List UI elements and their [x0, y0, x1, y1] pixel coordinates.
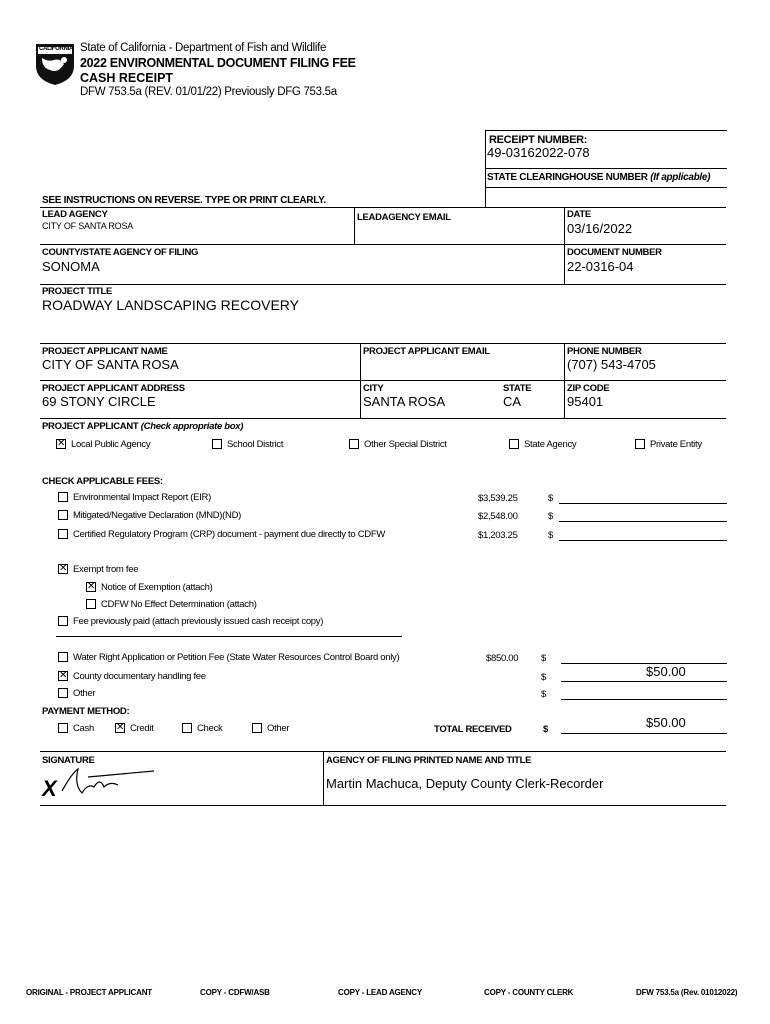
checkbox-checked-icon: ✕ — [59, 670, 68, 682]
footer-copy-county-clerk: COPY - COUNTY CLERK — [484, 988, 574, 997]
date-value: 03/16/2022 — [567, 221, 633, 236]
payment-check[interactable]: Check — [182, 723, 222, 734]
phone-label: PHONE NUMBER — [567, 346, 642, 357]
state-value: CA — [503, 394, 522, 409]
applicant-type-other-special-district[interactable]: Other Special District — [349, 439, 447, 450]
dollar-sign: $ — [548, 530, 553, 541]
fees-heading: CHECK APPLICABLE FEES: — [42, 476, 163, 487]
fee-crp-amount: $1,203.25 — [478, 530, 518, 541]
applicant-type-local-public-agency[interactable]: ✕ Local Public Agency — [57, 438, 151, 450]
applicant-name-value: CITY OF SANTA ROSA — [42, 357, 179, 372]
total-received-value: $50.00 — [646, 715, 686, 730]
county-fee-paid: $50.00 — [646, 664, 686, 679]
dollar-sign: $ — [541, 689, 546, 700]
department-name: State of California - Department of Fish and Wildlife — [80, 42, 327, 54]
dollar-sign: $ — [548, 493, 553, 504]
footer-original: ORIGINAL - PROJECT APPLICANT — [26, 988, 152, 997]
zip-label: ZIP CODE — [567, 383, 610, 394]
checkbox-icon — [58, 688, 68, 698]
city-value: SANTA ROSA — [363, 394, 446, 409]
payment-other[interactable]: Other — [252, 723, 289, 734]
form-subtitle: CASH RECEIPT — [80, 71, 174, 85]
fee-mnd-amount: $2,548.00 — [478, 511, 518, 522]
address-label: PROJECT APPLICANT ADDRESS — [42, 383, 185, 394]
lead-agency-email-label: LEADAGENCY EMAIL — [357, 212, 451, 223]
checkbox-icon — [635, 439, 645, 449]
footer-copy-cdfw: COPY - CDFW/ASB — [200, 988, 270, 997]
checkbox-icon — [86, 599, 96, 609]
lead-agency-value: CITY OF SANTA ROSA — [42, 221, 134, 231]
agency-name-label: AGENCY OF FILING PRINTED NAME AND TITLE — [326, 755, 532, 766]
checkbox-checked-icon: ✕ — [116, 722, 125, 734]
fee-previously-paid[interactable]: Fee previously paid (attach previously issued cash receipt copy) — [58, 616, 323, 627]
checkbox-checked-icon: ✕ — [59, 563, 68, 575]
address-value: 69 STONY CIRCLE — [42, 394, 156, 409]
checkbox-icon — [252, 723, 262, 733]
fee-eir[interactable]: Environmental Impact Report (EIR) — [58, 492, 211, 503]
document-number-value: 22-0316-04 — [567, 259, 634, 274]
fee-county-documentary[interactable]: ✕ County documentary handling fee — [59, 670, 206, 682]
fee-water-right[interactable]: Water Right Application or Petition Fee (State Water Resources Control Board only) — [58, 652, 399, 663]
signature-mark: X — [42, 776, 57, 801]
county-value: SONOMA — [42, 259, 100, 274]
zip-value: 95401 — [567, 394, 604, 409]
checkbox-icon — [212, 439, 222, 449]
receipt-number-label: RECEIPT NUMBER: — [489, 134, 588, 146]
checkbox-icon — [58, 529, 68, 539]
payment-cash[interactable]: Cash — [58, 723, 94, 734]
seal-text: CALIFORNIA — [39, 46, 73, 52]
state-label: STATE — [503, 383, 532, 394]
applicant-type-private-entity[interactable]: Private Entity — [635, 439, 702, 450]
lead-agency-label: LEAD AGENCY — [42, 209, 108, 220]
dollar-sign: $ — [543, 724, 548, 735]
dollar-sign: $ — [548, 511, 553, 522]
checkbox-icon — [58, 723, 68, 733]
form-id: DFW 753.5a (REV. 01/01/22) Previously DFG 753.5a — [80, 86, 337, 98]
applicant-email-label: PROJECT APPLICANT EMAIL — [363, 346, 490, 357]
checkbox-icon — [509, 439, 519, 449]
clearinghouse-label: STATE CLEARINGHOUSE NUMBER (If applicable) — [487, 172, 711, 183]
project-title-label: PROJECT TITLE — [42, 286, 112, 297]
instructions: SEE INSTRUCTIONS ON REVERSE. TYPE OR PRINT CLEARLY. — [42, 195, 326, 206]
fee-crp[interactable]: Certified Regulatory Program (CRP) document - payment due directly to CDFW — [58, 529, 385, 540]
receipt-number-value: 49-03162022-078 — [487, 145, 590, 160]
footer-copy-lead-agency: COPY - LEAD AGENCY — [338, 988, 422, 997]
applicant-name-label: PROJECT APPLICANT NAME — [42, 346, 168, 357]
dollar-sign: $ — [541, 672, 546, 683]
dollar-sign: $ — [541, 653, 546, 664]
fee-notice-of-exemption[interactable]: ✕ Notice of Exemption (attach) — [87, 581, 213, 593]
applicant-type-school-district[interactable]: School District — [212, 439, 283, 450]
checkbox-icon — [58, 510, 68, 520]
checkbox-icon — [58, 652, 68, 662]
county-label: COUNTY/STATE AGENCY OF FILING — [42, 247, 199, 258]
date-label: DATE — [567, 209, 591, 220]
checkbox-icon — [58, 492, 68, 502]
footer-form-id: DFW 753.5a (Rev. 01012022) — [636, 988, 738, 997]
checkbox-icon — [349, 439, 359, 449]
fee-other[interactable]: Other — [58, 688, 95, 699]
payment-credit[interactable]: ✕ Credit — [116, 722, 154, 734]
agency-name-value: Martin Machuca, Deputy County Clerk-Recorder — [326, 776, 604, 791]
signature-label: SIGNATURE — [42, 755, 95, 766]
signature-scribble — [58, 763, 158, 808]
fee-eir-amount: $3,539.25 — [478, 493, 518, 504]
project-title-value: ROADWAY LANDSCAPING RECOVERY — [42, 297, 299, 313]
checkbox-icon — [58, 616, 68, 626]
payment-method-label: PAYMENT METHOD: — [42, 706, 130, 717]
fee-exempt[interactable]: ✕ Exempt from fee — [59, 563, 139, 575]
fee-mnd[interactable]: Mitigated/Negative Declaration (MND)(ND) — [58, 510, 241, 521]
total-received-label: TOTAL RECEIVED — [434, 724, 512, 735]
applicant-type-label: PROJECT APPLICANT (Check appropriate box) — [42, 421, 244, 432]
state-seal-icon — [34, 40, 76, 86]
fee-water-amount: $850.00 — [486, 653, 519, 664]
checkbox-icon — [182, 723, 192, 733]
applicant-type-state-agency[interactable]: State Agency — [509, 439, 576, 450]
checkbox-checked-icon: ✕ — [57, 438, 66, 450]
phone-value: (707) 543-4705 — [567, 357, 656, 372]
fee-cdfw-no-effect[interactable]: CDFW No Effect Determination (attach) — [86, 599, 257, 610]
form-title: 2022 ENVIRONMENTAL DOCUMENT FILING FEE — [80, 56, 356, 70]
document-number-label: DOCUMENT NUMBER — [567, 247, 662, 258]
checkbox-checked-icon: ✕ — [87, 581, 96, 593]
city-label: CITY — [363, 383, 384, 394]
